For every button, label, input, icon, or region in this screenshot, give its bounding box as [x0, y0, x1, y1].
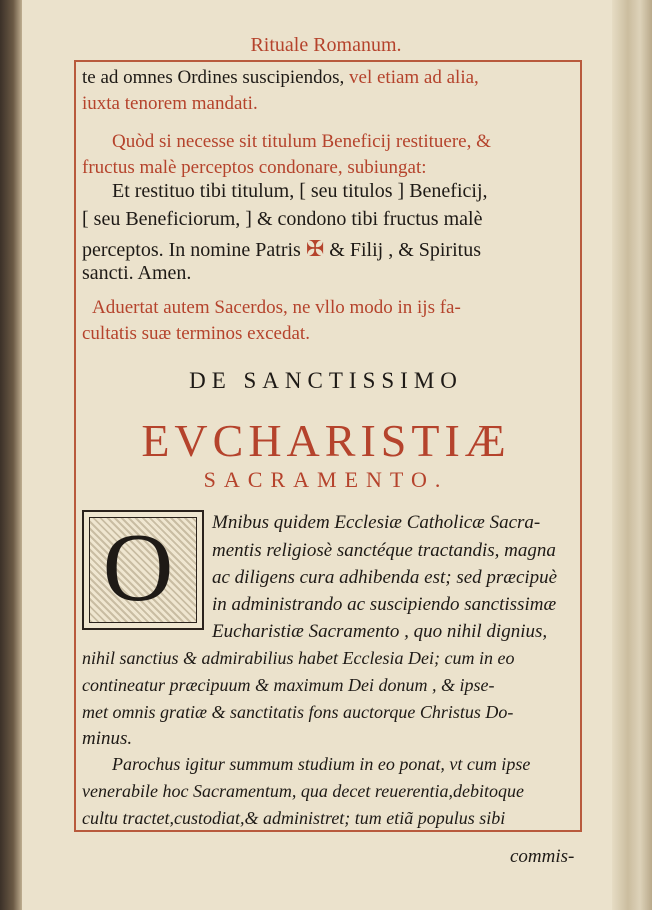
frame-top-rule [74, 60, 582, 62]
text-line: Et restituo tibi titulum, [ seu titulos ] Beneficij, [112, 180, 488, 202]
section-heading-3: SACRAMENTO. [203, 467, 449, 492]
text-line: [ seu Beneficiorum, ] & condono tibi fructus malè [82, 208, 483, 230]
body-line: minus. [82, 728, 133, 749]
body-line: cultu tractet,custodiat,& administret; tum etiã populus sibi [82, 808, 506, 828]
text-line: sancti. Amen. [82, 262, 192, 284]
frame-bottom-rule [74, 830, 582, 832]
initial-letter: O [102, 514, 174, 622]
section-heading-2: EVCHARISTIÆ [141, 415, 511, 466]
catchword: commis- [510, 846, 575, 867]
section-heading-1: DE SANCTISSIMO [189, 368, 463, 393]
body-line: mentis religiosè sanctéque tractandis, magna [212, 540, 556, 561]
text-line: te ad omnes Ordines suscipiendos, vel etiam ad alia, [82, 67, 479, 88]
cross-icon: ✠ [305, 236, 325, 261]
body-line: Eucharistiæ Sacramento , quo nihil dignius, [212, 621, 548, 642]
body-line: in administrando ac suscipiendo sanctissimæ [212, 594, 557, 615]
rubric-line: cultatis suæ terminos excedat. [82, 323, 310, 344]
rubric-line: Aduertat autem Sacerdos, ne vllo modo in ijs fa- [92, 297, 461, 318]
running-head: Rituale Romanum. [250, 34, 402, 56]
text-line: iuxta tenorem mandati. [82, 93, 258, 114]
body-line: venerabile hoc Sacramentum, qua decet reuerentia,debitoque [82, 781, 525, 801]
body-line: nihil sanctius & admirabilius habet Ecclesia Dei; cum in eo [82, 648, 515, 668]
body-line: Parochus igitur summum studium in eo ponat, vt cum ipse [112, 754, 531, 774]
decorated-initial [82, 510, 204, 630]
rubric-line: Quòd si necesse sit titulum Beneficij restituere, & [112, 131, 491, 152]
text-line: perceptos. In nomine Patris ✠ & Filij , & Spiritus [82, 236, 481, 261]
body-line: met omnis gratiæ & sanctitatis fons auctorque Christus Do- [82, 702, 514, 722]
body-line: contineatur præcipuum & maximum Dei donum , & ipse- [82, 675, 495, 695]
body-line: Mnibus quidem Ecclesiæ Catholicæ Sacra- [212, 512, 541, 533]
rubric-line: fructus malè perceptos condonare, subiungat: [82, 157, 427, 178]
body-line: ac diligens cura adhibenda est; sed præcipuè [212, 567, 558, 588]
